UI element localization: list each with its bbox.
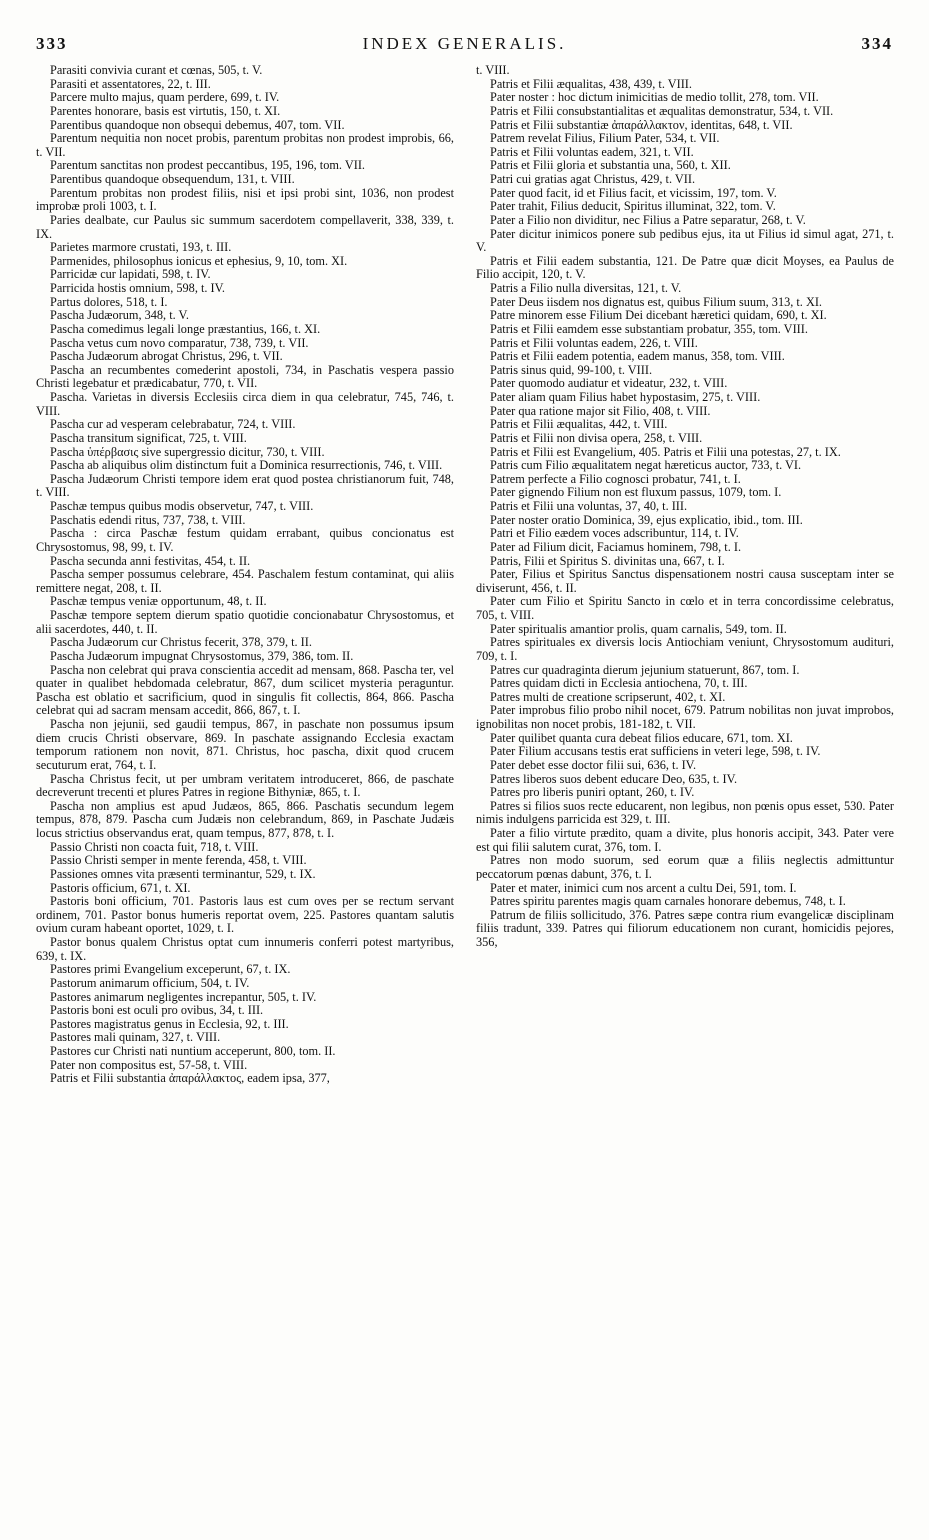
- index-entry: Pascha non amplius est apud Judæos, 865, 866. Paschatis secundum legem tempus, 878, 879. Pascha cum Judæis non celebrandum, 869, in Paschate Judæis locus strictius observandus erat, quam tempus, 877, 878, t. I.: [36, 798, 454, 840]
- index-entry: Pascha vetus cum novo comparatur, 738, 739, t. VII.: [50, 335, 309, 350]
- index-entry: Pater cum Filio et Spiritu Sancto in cœlo et in terra concordissime celebratus, 705, t. VIII.: [476, 594, 894, 622]
- index-entry: Paschæ tempus quibus modis observetur, 747, t. VIII.: [50, 499, 314, 513]
- index-entry: Pastorum animarum officium, 504, t. IV.: [50, 975, 250, 990]
- index-entry: Passio Christi non coacta fuit, 718, t. VIII.: [50, 839, 259, 854]
- index-entry: Parentibus quandoque non obsequi debemus, 407, tom. VII.: [50, 117, 345, 132]
- index-entry: Patris et Filii æqualitas, 438, 439, t. VIII.: [490, 76, 692, 91]
- index-entry: Pascha Judæorum impugnat Chrysostomus, 379, 386, tom. II.: [50, 648, 354, 663]
- index-entry: Pascha comedimus legali longe præstantius, 166, t. XI.: [50, 321, 321, 336]
- left-index-column: [36, 64, 454, 1086]
- index-entry: Patris et Filii voluntas eadem, 226, t. VIII.: [490, 335, 698, 350]
- index-entry: Pater qua ratione major sit Filio, 408, t. VIII.: [490, 403, 711, 418]
- index-entry: Pater gignendo Filium non est fluxum passus, 1079, tom. I.: [490, 485, 782, 500]
- index-entry: Pascha. Varietas in diversis Ecclesiis circa diem in qua celebratur, 745, 746, t. VIII.: [36, 390, 454, 418]
- index-entry: Pascha ab aliquibus olim distinctum fuit a Dominica resurrectionis, 746, t. VIII.: [50, 458, 443, 473]
- index-entry: Pastoris officium, 671, t. XI.: [50, 880, 191, 895]
- index-entry: Pastores cur Christi nati nuntium acceperunt, 800, tom. II.: [50, 1044, 336, 1058]
- index-entry: Patres spirituales ex diversis locis Antiochiam veniunt, Chrysostomum audituri, 709, t. I.: [476, 635, 894, 663]
- index-entry: Pater Deus iisdem nos dignatus est, quibus Filium suum, 313, t. XI.: [490, 294, 823, 309]
- index-entry: Patres quidam dicti in Ecclesia antiochena, 70, t. III.: [490, 676, 748, 691]
- index-entry: Pascha ὑπέρβασις sive supergressio dicitur, 730, t. VIII.: [50, 444, 325, 459]
- index-entry: Pater Filium accusans testis erat sufficiens in veteri lege, 598, t. IV.: [490, 744, 821, 759]
- index-entry: Patri cui gratias agat Christus, 429, t. VII.: [490, 172, 696, 186]
- index-entry: Pascha secunda anni festivitas, 454, t. II.: [50, 553, 251, 568]
- index-entry: Patres non modo suorum, sed eorum quæ a filiis neglectis admittuntur peccatorum pœnas dabunt, 376, t. I.: [476, 853, 894, 881]
- index-entry: Pascha cur ad vesperam celebrabatur, 724, t. VIII.: [50, 417, 296, 432]
- index-entry: Patris et Filii non divisa opera, 258, t. VIII.: [490, 430, 703, 445]
- index-entry: Parasiti et assentatores, 22, t. III.: [50, 76, 211, 91]
- index-entry: Pater a filio virtute prædito, quam a divite, plus honoris accipit, 343. Pater vere est qui filii salutem curat, 376, tom. I.: [476, 826, 894, 854]
- index-entry: Patris, Filii et Spiritus S. divinitas una, 667, t. I.: [490, 553, 725, 568]
- index-entry: Patris cum Filio æqualitatem negat hæreticus auctor, 733, t. VI.: [490, 458, 802, 473]
- index-entry: Parentum nequitia non nocet probis, parentum probitas non prodest improbis, 66, t. VII.: [36, 131, 454, 159]
- index-entry: Patres si filios suos recte educarent, non legibus, non pœnis opus esset, 530. Pater nimis indulgens parricida est 329, t. III.: [476, 798, 894, 827]
- index-entry: Pascha Christus fecit, ut per umbram veritatem introduceret, 866, de paschate decreverunt trecenti et plures Patres in regione Bithyniæ, 865, t. I.: [36, 771, 454, 800]
- index-entry: Parmenides, philosophus ionicus et ephesius, 9, 10, tom. XI.: [50, 253, 348, 268]
- index-entry: Pastores mali quinam, 327, t. VIII.: [50, 1030, 221, 1045]
- index-entry: Pastores animarum negligentes increpantur, 505, t. IV.: [50, 989, 317, 1004]
- index-entry: Patris a Filio nulla diversitas, 121, t. V.: [490, 281, 682, 295]
- index-entry: Patres multi de creatione scripserunt, 402, t. XI.: [490, 689, 726, 704]
- index-entry: Pater aliam quam Filius habet hypostasim, 275, t. VIII.: [490, 390, 761, 404]
- index-entry: Patres pro liberis puniri optant, 260, t. IV.: [490, 785, 695, 800]
- index-entry: Pater improbus filio probo nihil nocet, 679. Patrum nobilitas non juvat improbos, ignobilitas non nocet probis, 181-182, t. VII.: [476, 703, 894, 731]
- index-entry: Pater quod facit, id et Filius facit, et vicissim, 197, tom. V.: [490, 185, 777, 200]
- index-entry: Pastoris boni est oculi pro ovibus, 34, t. III.: [50, 1003, 264, 1018]
- index-entry: Pascha transitum significat, 725, t. VIII.: [50, 430, 247, 445]
- index-entry: Pater ad Filium dicit, Faciamus hominem, 798, t. I.: [490, 539, 742, 554]
- index-entry: Paschatis edendi ritus, 737, 738, t. VIII.: [50, 512, 246, 527]
- index-entry: Patre minorem esse Filium Dei dicebant hæretici quidam, 690, t. XI.: [490, 308, 827, 323]
- index-entry: Parricida hostis omnium, 598, t. IV.: [50, 281, 225, 295]
- index-entry: Patri et Filio eædem voces adscribuntur, 114, t. IV.: [490, 526, 739, 541]
- index-entry: Parentum probitas non prodest filiis, nisi et ipsi probi sint, 1036, non prodest improbæ proli 1003, t. I.: [36, 185, 454, 214]
- running-title: INDEX GENERALIS.: [362, 34, 567, 53]
- index-entry: Pascha Judæorum abrogat Christus, 296, t. VII.: [50, 349, 283, 364]
- index-entry: Pater debet esse doctor filii sui, 636, t. IV.: [490, 757, 697, 772]
- index-entry: Pascha an recumbentes comederint apostoli, 734, in Paschatis vespera passio Christi legebatur et prædicabatur, 770, t. VII.: [36, 362, 454, 391]
- index-entry: Pater et mater, inimici cum nos arcent a cultu Dei, 591, tom. I.: [490, 880, 797, 895]
- index-entry: Pater noster oratio Dominica, 39, ejus explicatio, ibid., tom. III.: [490, 512, 803, 527]
- index-entry: Pascha non celebrat qui prava conscientia accedit ad mensam, 868. Pascha ter, vel quater in qualibet hebdomada celebratur, 867, dum scilicet mysteria peraguntur. Pascha est oblatio et sacrificium, quod in singulis fit collectis, 864, 866. Pascha celebrat qui ad sacram mensam accedit, 866, 867, t. I.: [36, 662, 454, 718]
- index-entry: Patris et Filii consubstantialitas et æqualitas demonstratur, 534, t. VII.: [490, 103, 834, 118]
- index-entry: Passio Christi semper in mente ferenda, 458, t. VIII.: [50, 853, 307, 868]
- index-entry: Patrum de filiis sollicitudo, 376. Patres sæpe contra rium evangelicæ disciplinam filiis tradunt, 339. Patres qui filiorum educationem non curant, homicidis pejores, 356,: [476, 907, 894, 949]
- index-entry: Pascha non jejunii, sed gaudii tempus, 867, in paschate non possumus ipsum diem crucis Christi observare, 869. In paschate assignando Ecclesia exactam temporum rationem non novit, 871. Christus, hoc pascha, dixit quod crucem secuturum erat, 764, t. I.: [36, 717, 454, 772]
- index-entry: Paries dealbate, cur Paulus sic summum sacerdotem compellaverit, 338, 339, t. IX.: [36, 212, 454, 241]
- index-entry: Parcere multo majus, quam perdere, 699, t. IV.: [50, 90, 280, 105]
- index-entry: Pater, Filius et Spiritus Sanctus dispensationem nostri causa susceptam inter se diviserunt, 456, t. II.: [476, 567, 894, 595]
- index-entry: Pater non compositus est, 57-58, t. VIII.: [50, 1057, 248, 1072]
- index-entry: Passiones omnes vita præsenti terminantur, 529, t. IX.: [50, 866, 316, 881]
- index-entry: t. VIII.: [476, 63, 510, 77]
- index-entry: Patris et Filii æqualitas, 442, t. VIII.: [490, 417, 668, 432]
- index-entry: Patrem revelat Filius, Filium Pater, 534, t. VII.: [490, 131, 720, 146]
- index-entry: Patris sinus quid, 99-100, t. VIII.: [490, 362, 653, 377]
- index-entry: Pater noster : hoc dictum inimicitias de medio tollit, 278, tom. VII.: [490, 90, 819, 105]
- index-entry: Patris et Filii eadem potentia, eadem manus, 358, tom. VIII.: [490, 349, 785, 364]
- index-entry: Paschæ tempus veniæ opportunum, 48, t. II.: [50, 594, 267, 609]
- index-entry: Parentibus quandoque obsequendum, 131, t. VIII.: [50, 172, 295, 186]
- index-entry: Patres cur quadraginta dierum jejunium statuerunt, 867, tom. I.: [490, 662, 800, 677]
- index-entry: Pastoris boni officium, 701. Pastoris laus est cum oves per se rectum servant ordinem, 701. Pastor bonus humeris reportat ovem, 225. Pastores quantam salutis ovium curam habeant oportet, 1029, t. I.: [36, 894, 454, 936]
- index-entry: Patris et Filii eamdem esse substantiam probatur, 355, tom. VIII.: [490, 321, 808, 336]
- index-entry: Pater quilibet quanta cura debeat filios educare, 671, tom. XI.: [490, 730, 793, 745]
- index-entry: Pater spiritualis amantior prolis, quam carnalis, 549, tom. II.: [490, 621, 787, 636]
- index-entry: Parricidæ cur lapidati, 598, t. IV.: [50, 267, 211, 282]
- index-entry: Partus dolores, 518, t. I.: [50, 294, 168, 309]
- right-page-number: 334: [861, 34, 893, 53]
- index-entry: Pascha Judæorum, 348, t. V.: [50, 308, 189, 323]
- index-entry: Pastores primi Evangelium exceperunt, 67, t. IX.: [50, 962, 291, 977]
- index-entry: Pastores magistratus genus in Ecclesia, 92, t. III.: [50, 1016, 289, 1031]
- index-entry: Paschæ tempore septem dierum spatio quotidie concionabatur Chrysostomus, et alii sacerdotes, 440, t. II.: [36, 608, 454, 636]
- index-entry: Patrem perfecte a Filio cognosci probatur, 741, t. I.: [490, 471, 741, 486]
- left-page-number: 333: [36, 34, 68, 53]
- index-entry: Pascha Judæorum cur Christus fecerit, 378, 379, t. II.: [50, 635, 312, 650]
- index-entry: Patres liberos suos debent educare Deo, 635, t. IV.: [490, 771, 738, 786]
- index-entry: Patris et Filii substantia ἀπαράλλακτος, eadem ipsa, 377,: [50, 1071, 330, 1086]
- index-entry: Pascha Judæorum Christi tempore idem erat quod postea christianorum fuit, 748, t. VIII.: [36, 471, 454, 500]
- index-entry: Pascha : circa Paschæ festum quidam errabant, quibus concionatus est Chrysostomus, 98, 99, t. IV.: [36, 526, 454, 554]
- index-entry: Patris et Filii gloria et substantia una, 560, t. XII.: [490, 158, 731, 173]
- index-entry: Pascha semper possumus celebrare, 454. Paschalem festum contaminat, qui aliis remittere negat, 208, t. II.: [36, 567, 454, 595]
- index-entry: Pater dicitur inimicos ponere sub pedibus ejus, ita ut Filius id simul agat, 271, t. V.: [476, 226, 894, 255]
- index-entry: Pater a Filio non dividitur, nec Filius a Patre separatur, 268, t. V.: [490, 212, 806, 227]
- running-header: [36, 34, 893, 56]
- index-entry: Parasiti convivia curant et cœnas, 505, t. V.: [50, 63, 263, 77]
- index-entry: Parietes marmore crustati, 193, t. III.: [50, 240, 232, 255]
- index-entry: Pater quomodo audiatur et videatur, 232, t. VIII.: [490, 376, 728, 391]
- right-index-column: [476, 64, 894, 950]
- index-entry: Patris et Filii voluntas eadem, 321, t. VII.: [490, 144, 694, 159]
- index-entry: Pater trahit, Filius deducit, Spiritus illuminat, 322, tom. V.: [490, 199, 776, 214]
- index-entry: Patres spiritu parentes magis quam carnales honorare debemus, 748, t. I.: [490, 894, 846, 909]
- index-entry: Patris et Filii eadem substantia, 121. De Patre quæ dicit Moyses, ea Paulus de Filio accipit, 120, t. V.: [476, 253, 894, 282]
- index-entry: Parentum sanctitas non prodest peccantibus, 195, 196, tom. VII.: [50, 158, 365, 173]
- index-entry: Parentes honorare, basis est virtutis, 150, t. XI.: [50, 103, 281, 118]
- index-entry: Patris et Filii est Evangelium, 405. Patris et Filii una potestas, 27, t. IX.: [490, 444, 841, 459]
- index-entry: Pastor bonus qualem Christus optat cum innumeris conferri potest martyribus, 639, t. IX.: [36, 935, 454, 963]
- index-entry: Patris et Filii una voluntas, 37, 40, t. III.: [490, 499, 688, 513]
- index-entry: Patris et Filii substantiæ ἀπαράλλακτον, identitas, 648, t. VII.: [490, 117, 793, 132]
